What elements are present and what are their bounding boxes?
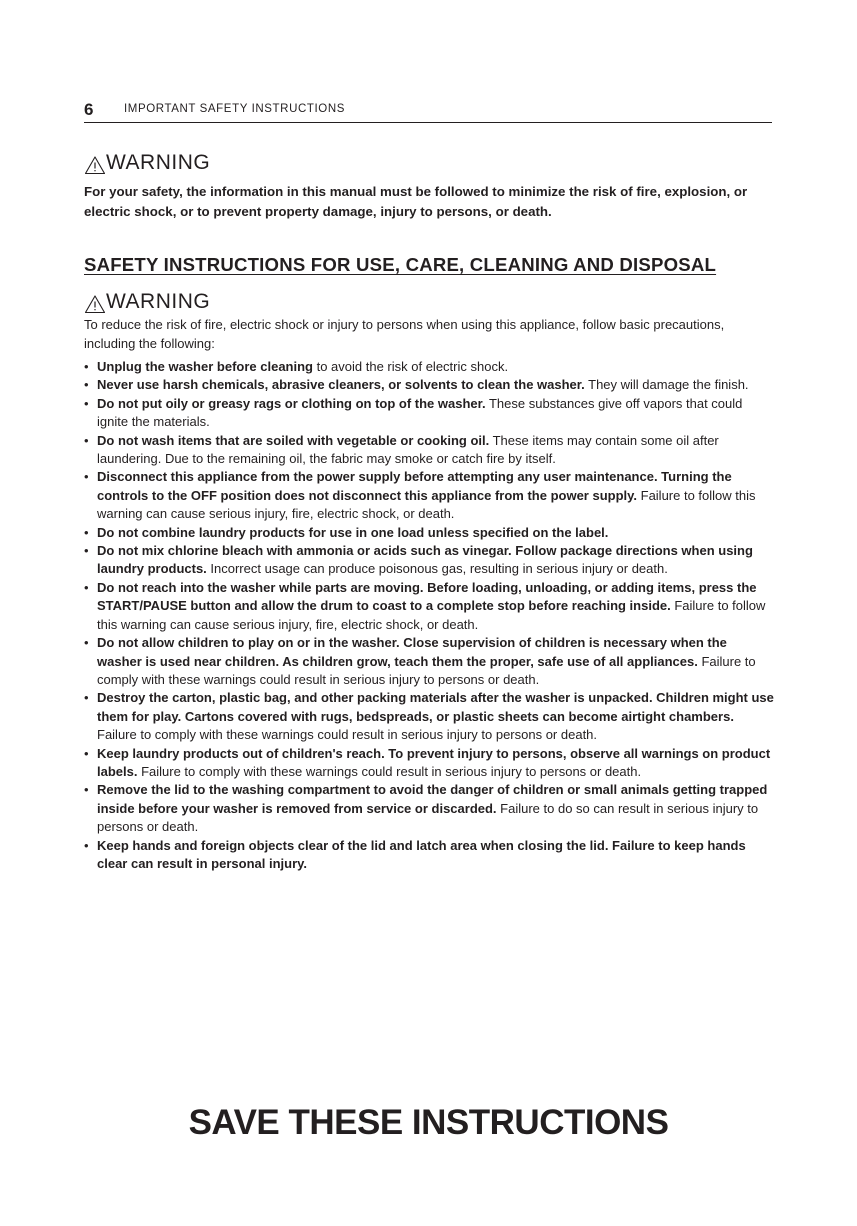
instruction-bold-text: Keep laundry products out of children's reach. To prevent injury to persons, observe all warnings on product labels. [97, 745, 771, 779]
instruction-bold-text: Disconnect this appliance from the power supply before attempting any user maintenance. Turning the controls to the OFF position does not disconnect this appliance from the power supply. [97, 469, 732, 503]
instruction-bold-text: Never use harsh chemicals, abrasive cleaners, or solvents to clean the washer. [97, 377, 585, 393]
instruction-detail-text: Failure to comply with these warnings could result in serious injury to persons or death. [97, 653, 756, 687]
instruction-bold-text: Do not put oily or greasy rags or clothing on top of the washer. [97, 395, 486, 411]
instruction-detail-text: to avoid the risk of electric shock. [312, 359, 509, 374]
instruction-detail-text: These items may contain some oil after laundering. Due to the remaining oil, the fabric may smoke or catch fire by itself. [97, 432, 719, 467]
safety-instruction-item [84, 781, 774, 836]
instruction-detail-text: Incorrect usage can produce poisonous gas, resulting in serious injury or death. [206, 561, 668, 577]
safety-instruction-item [84, 376, 774, 394]
warning-label: WARNING [106, 151, 211, 174]
safety-instruction-item [84, 689, 774, 744]
warning-triangle-icon [84, 294, 106, 314]
warning-triangle-icon [84, 155, 106, 175]
instruction-bold-text: Do not combine laundry products for use in one load unless specified on the label. [97, 524, 609, 540]
warning-intro: To reduce the risk of fire, electric shock or injury to persons when using this appliance, follow basic precautions, including the following: [84, 317, 725, 351]
instruction-detail-text: Failure to follow this warning can cause serious injury, fire, electric shock, or death. [97, 487, 756, 522]
safety-instruction-item [84, 634, 774, 689]
instruction-bold-text: Remove the lid to the washing compartment to avoid the danger of children or small animals getting trapped inside before your washer is removed from service or discarded. [97, 782, 768, 816]
instruction-detail-text: Failure to comply with these warnings could result in serious injury to persons or death. [97, 727, 598, 743]
instruction-bold-text: Destroy the carton, plastic bag, and other packing materials after the washer is unpacked. Children might use them for play. Cartons covered with rugs, bedspreads, or plastic sheets can become airtight chambers. [97, 690, 774, 724]
safety-instruction-list [84, 358, 774, 873]
save-instructions-footer: SAVE THESE INSTRUCTIONS [188, 1103, 669, 1142]
instruction-bold-text: Do not reach into the washer while parts are moving. Before loading, unloading, or adding items, press the START/PAUSE button and allow the drum to coast to a complete stop before reaching inside. [97, 579, 757, 614]
safety-instruction-item [84, 524, 774, 542]
instruction-detail-text: Failure to follow this warning can cause serious injury, fire, electric shock, or death. [97, 598, 766, 632]
section-title: SAFETY INSTRUCTIONS FOR USE, CARE, CLEANING AND DISPOSAL [84, 254, 717, 275]
warning-statement: For your safety, the information in this manual must be followed to minimize the risk of fire, explosion, or electric shock, or to prevent property damage, injury to persons, or death. [84, 184, 748, 219]
instruction-bold-text: Keep hands and foreign objects clear of the lid and latch area when closing the lid. Failure to keep hands clear can result in personal injury. [97, 837, 746, 871]
safety-instruction-item [84, 745, 774, 782]
instruction-detail-text: These substances give off vapors that could ignite the materials. [97, 395, 743, 430]
safety-instruction-item [84, 579, 774, 634]
instruction-detail-text: Failure to comply with these warnings could result in serious injury to persons or death. [137, 763, 642, 779]
safety-instruction-item [84, 837, 774, 874]
instruction-detail-text: Failure to do so can result in serious injury to persons or death. [97, 800, 759, 835]
warning-label: WARNING [106, 290, 211, 313]
page-header [84, 100, 772, 123]
page-number: 6 [84, 100, 94, 119]
warning-heading [84, 151, 210, 175]
header-title: IMPORTANT SAFETY INSTRUCTIONS [124, 103, 346, 115]
instruction-bold-text: Unplug the washer before cleaning [97, 359, 313, 374]
safety-instruction-item [84, 468, 774, 523]
instruction-bold-text: Do not allow children to play on or in the washer. Close supervision of children is necessary when the washer is used near children. As children grow, teach them the proper, safe use of all appliances. [97, 635, 727, 669]
instruction-bold-text: Do not mix chlorine bleach with ammonia or acids such as vinegar. Follow package directions when using laundry products. [97, 543, 753, 577]
safety-instruction-item [84, 395, 774, 432]
safety-instruction-item [84, 358, 774, 376]
safety-instruction-item [84, 542, 774, 579]
safety-instruction-item [84, 432, 774, 469]
instruction-detail-text: They will damage the finish. [584, 377, 749, 393]
warning-heading [84, 290, 210, 314]
instruction-bold-text: Do not wash items that are soiled with vegetable or cooking oil. [97, 432, 490, 448]
